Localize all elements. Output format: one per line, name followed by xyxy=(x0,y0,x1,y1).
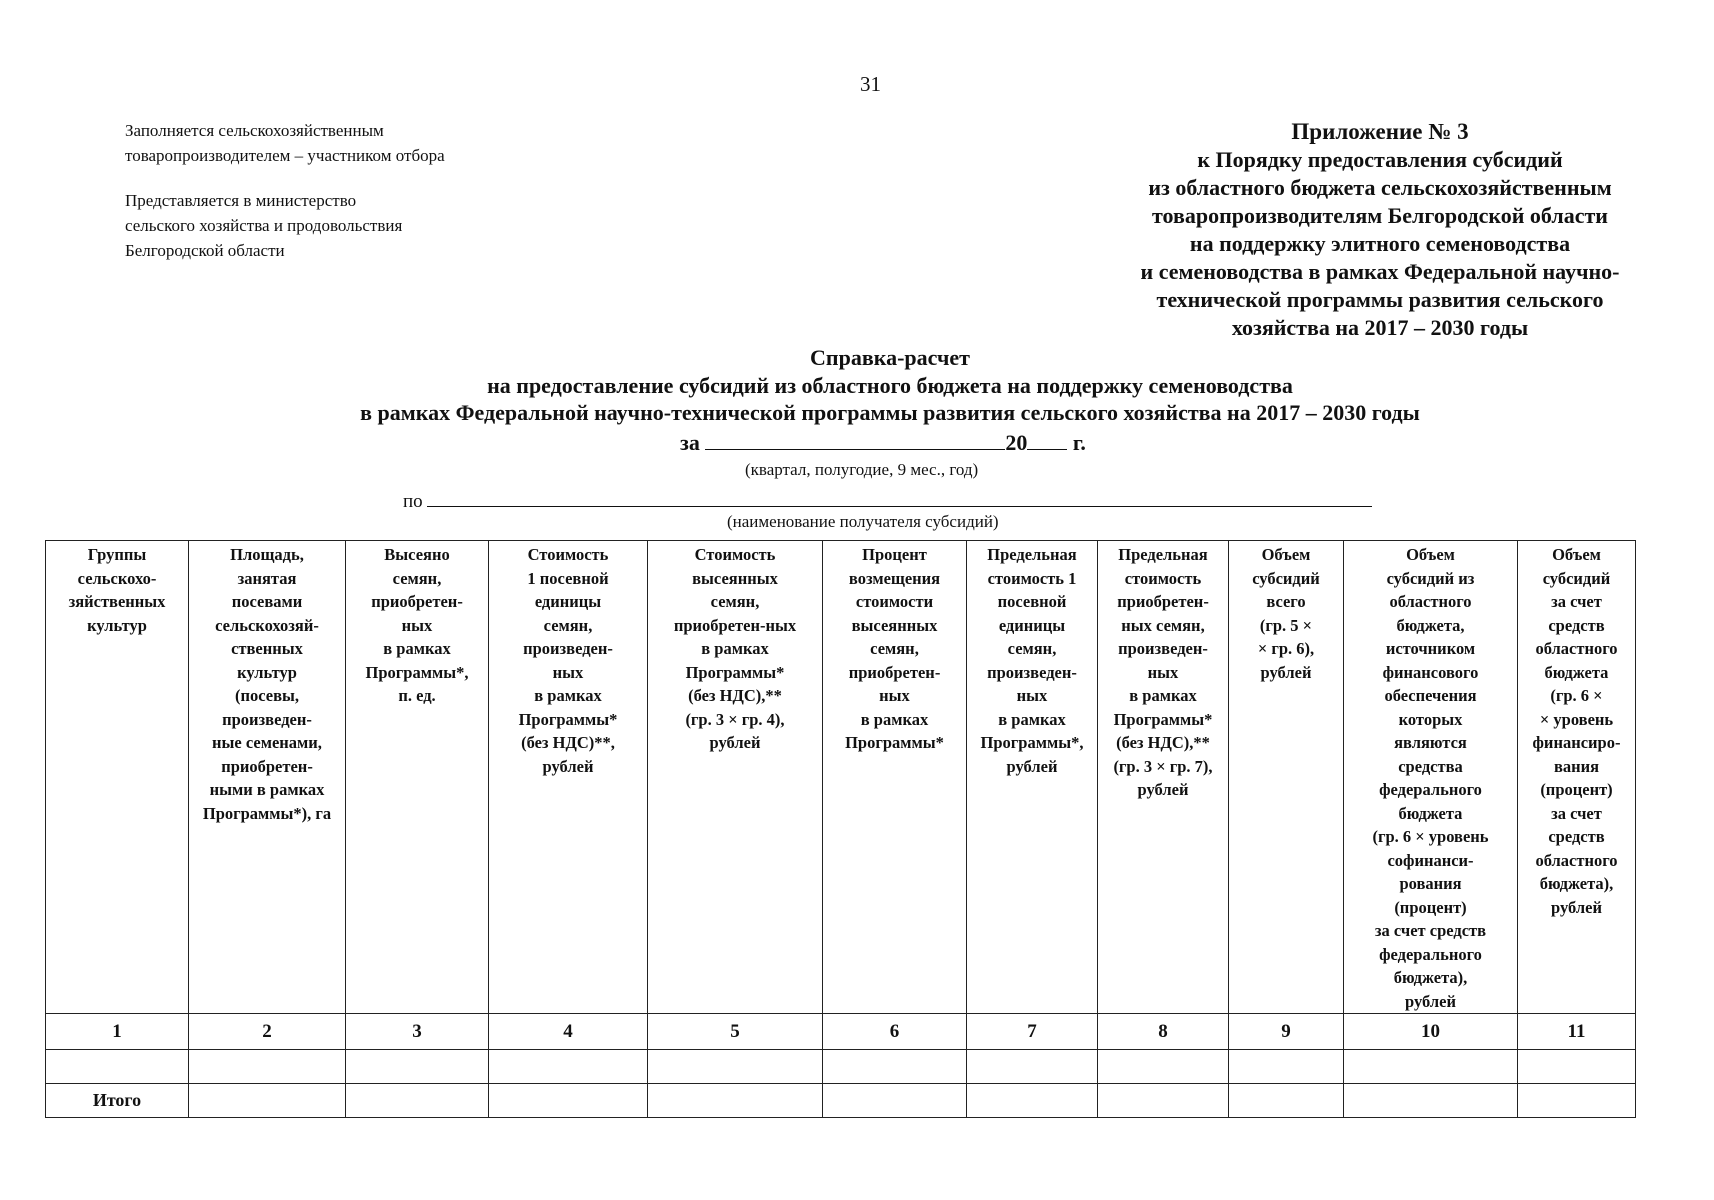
appendix-line: на поддержку элитного семеноводства xyxy=(1189,231,1571,256)
table-cell[interactable] xyxy=(189,1050,346,1084)
filled-by-note xyxy=(125,118,445,168)
column-header: Объем субсидий за счет средств областного бюджета (гр. 6 × × уровень финансиро- вания (процент) за счет средств областного бюджета), рублей xyxy=(1518,541,1636,1014)
column-number: 8 xyxy=(1098,1014,1229,1050)
column-header: Группы сельскохо- зяйственных культур xyxy=(46,541,189,1014)
document-title-line: на предоставление субсидий из областного бюджета на поддержку семеноводства xyxy=(487,372,1293,398)
period-blank-field[interactable] xyxy=(705,431,1005,450)
document-title xyxy=(0,344,1714,427)
total-label: Итого xyxy=(46,1084,189,1118)
column-header: Площадь, занятая посевами сельскохозяй- ственных культур (посевы, произведен- ные семенами, приобретен- ными в рамках Программы*), га xyxy=(189,541,346,1014)
table-cell[interactable] xyxy=(823,1084,967,1118)
year-blank-field[interactable] xyxy=(1027,431,1067,450)
column-number: 5 xyxy=(648,1014,823,1050)
period-year-suffix: г. xyxy=(1072,430,1086,455)
appendix-line: товаропроизводителям Белгородской области xyxy=(1152,203,1608,228)
table-cell[interactable] xyxy=(648,1050,823,1084)
document-title-line: в рамках Федеральной научно-технической программы развития сельского хозяйства на 2017 – 2030 годы xyxy=(360,400,1420,425)
recipient-hint: (наименование получателя субсидий) xyxy=(727,512,999,531)
appendix-header xyxy=(1060,118,1700,342)
period-hint: (квартал, полугодие, 9 мес., год) xyxy=(745,460,979,479)
column-number: 10 xyxy=(1344,1014,1518,1050)
column-number: 6 xyxy=(823,1014,967,1050)
column-header: Объем субсидий из областного бюджета, источником финансового обеспечения которых являются средства федерального бюджета (гр. 6 × уровень софинанси- рования (процент) за счет средств федерального бюджета), рублей xyxy=(1344,541,1518,1014)
appendix-line: технической программы развития сельского xyxy=(1156,287,1604,312)
appendix-line: хозяйства на 2017 – 2030 годы xyxy=(1231,315,1529,340)
column-number: 1 xyxy=(46,1014,189,1050)
column-number: 7 xyxy=(967,1014,1098,1050)
period-prefix: за xyxy=(680,430,700,455)
submitted-to-line: Белгородской области xyxy=(125,241,285,260)
table-cell[interactable] xyxy=(1518,1084,1636,1118)
appendix-line: и семеноводства в рамках Федеральной научно- xyxy=(1140,259,1620,284)
total-row xyxy=(46,1084,1636,1118)
column-header: Высеяно семян, приобретен- ных в рамках Программы*, п. ед. xyxy=(346,541,489,1014)
calculation-table xyxy=(45,540,1636,1118)
period-row xyxy=(680,430,1086,456)
header-row xyxy=(46,541,1636,1014)
recipient-row xyxy=(403,488,1372,513)
column-number: 9 xyxy=(1229,1014,1344,1050)
submitted-to-line: Представляется в министерство xyxy=(125,191,357,210)
filled-by-line: товаропроизводителем – участником отбора xyxy=(125,146,445,165)
filled-by-line: Заполняется сельскохозяйственным xyxy=(125,121,384,140)
column-number: 3 xyxy=(346,1014,489,1050)
column-number: 4 xyxy=(489,1014,648,1050)
table-row xyxy=(46,1050,1636,1084)
column-number-row xyxy=(46,1014,1636,1050)
column-number: 11 xyxy=(1518,1014,1636,1050)
table-cell[interactable] xyxy=(489,1084,648,1118)
appendix-line: из областного бюджета сельскохозяйственным xyxy=(1148,175,1612,200)
table-cell[interactable] xyxy=(189,1084,346,1118)
table-cell[interactable] xyxy=(1518,1050,1636,1084)
table-cell[interactable] xyxy=(489,1050,648,1084)
page-number: 31 xyxy=(860,72,881,96)
appendix-line: к Порядку предоставления субсидий xyxy=(1197,147,1563,172)
column-header: Стоимость высеянных семян, приобретен-ных в рамках Программы* (без НДС),** (гр. 3 × гр. 4), рублей xyxy=(648,541,823,1014)
table-cell[interactable] xyxy=(1344,1084,1518,1118)
recipient-prefix: по xyxy=(403,491,423,512)
submitted-to-line: сельского хозяйства и продовольствия xyxy=(125,216,403,235)
table-cell[interactable] xyxy=(967,1084,1098,1118)
column-header: Предельная стоимость 1 посевной единицы семян, произведен- ных в рамках Программы*, рублей xyxy=(967,541,1098,1014)
table-cell[interactable] xyxy=(1229,1050,1344,1084)
period-year-prefix: 20 xyxy=(1005,430,1028,455)
table-cell[interactable] xyxy=(823,1050,967,1084)
table-cell[interactable] xyxy=(1229,1084,1344,1118)
column-header: Объем субсидий всего (гр. 5 × × гр. 6), рублей xyxy=(1229,541,1344,1014)
table-cell[interactable] xyxy=(967,1050,1098,1084)
appendix-title: Приложение № 3 xyxy=(1291,119,1469,144)
table-cell[interactable] xyxy=(346,1050,489,1084)
column-header: Стоимость 1 посевной единицы семян, произведен- ных в рамках Программы* (без НДС)**, рублей xyxy=(489,541,648,1014)
column-number: 2 xyxy=(189,1014,346,1050)
table-cell[interactable] xyxy=(1344,1050,1518,1084)
table-cell[interactable] xyxy=(46,1050,189,1084)
column-header: Процент возмещения стоимости высеянных семян, приобретен- ных в рамках Программы* xyxy=(823,541,967,1014)
table-cell[interactable] xyxy=(346,1084,489,1118)
table-cell[interactable] xyxy=(1098,1084,1229,1118)
table-cell[interactable] xyxy=(648,1084,823,1118)
submitted-to-note xyxy=(125,188,402,263)
document-title-line: Справка-расчет xyxy=(810,345,970,370)
column-header: Предельная стоимость приобретен- ных семян, произведен- ных в рамках Программы* (без НДС),** (гр. 3 × гр. 7), рублей xyxy=(1098,541,1229,1014)
table-cell[interactable] xyxy=(1098,1050,1229,1084)
recipient-blank-field[interactable] xyxy=(427,488,1372,507)
